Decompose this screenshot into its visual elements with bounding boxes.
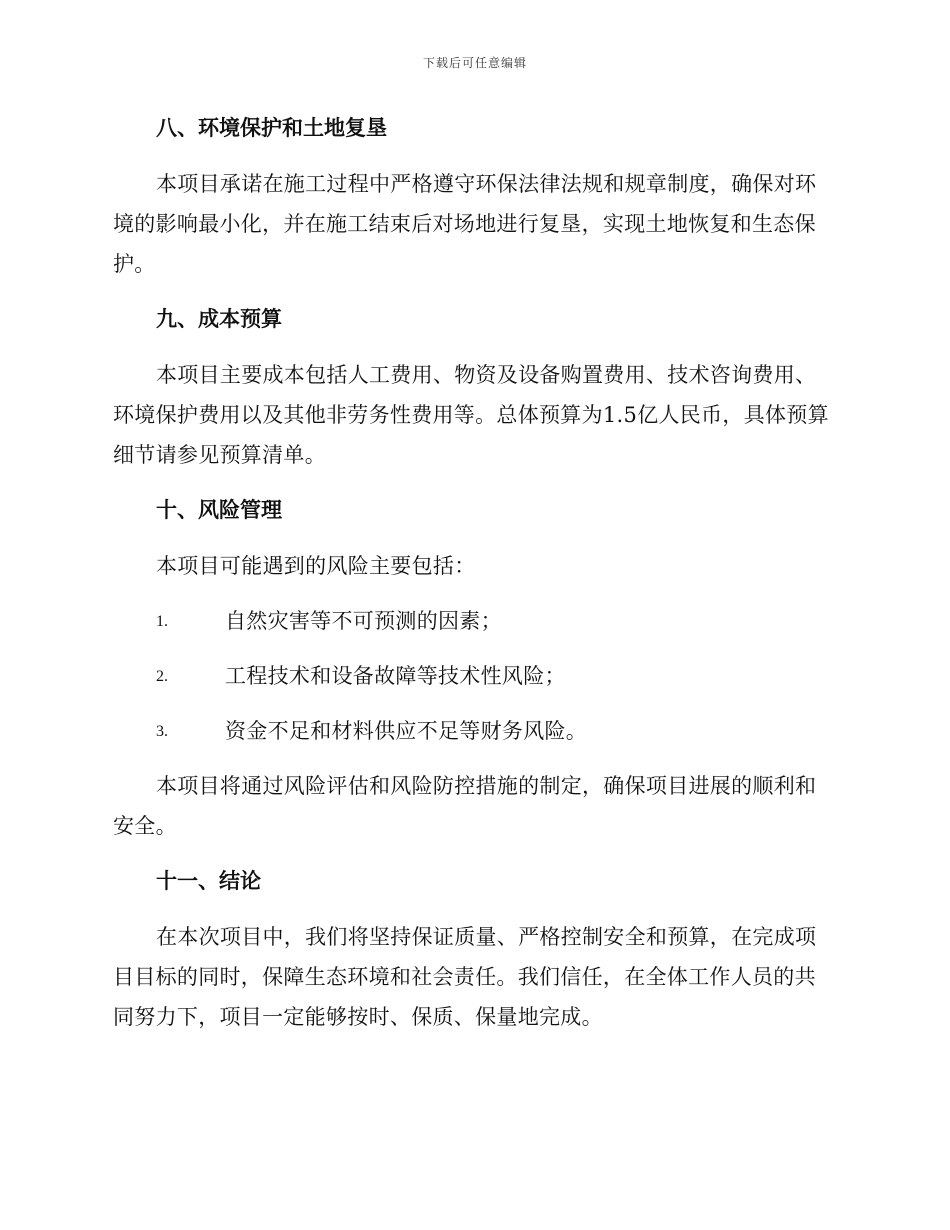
paragraph: 本项目承诺在施工过程中严格遵守环保法律法规和规章制度，确保对环境的影响最小化，并在施工结束后对场地进行复垦，实现土地恢复和生态保护。: [113, 172, 817, 276]
risk-outro: 本项目将通过风险评估和风险防控措施的制定，确保项目进展的顺利和安全。: [113, 774, 817, 838]
list-number: 1.: [156, 613, 168, 630]
section-heading: 十一、结论: [156, 869, 261, 893]
list-text: 自然灾害等不可预测的因素；: [225, 609, 502, 633]
section-conclusion: [113, 861, 833, 1037]
list-number: 2.: [156, 668, 168, 685]
list-text: 资金不足和材料供应不足等财务风险。: [225, 719, 588, 743]
paragraph: 在本次项目中，我们将坚持保证质量、严格控制安全和预算，在完成项目目标的同时，保障生态环境和社会责任。我们信任，在全体工作人员的共同努力下，项目一定能够按时、保质、保量地完成。: [113, 925, 817, 1029]
section-heading: 十、风险管理: [156, 498, 282, 522]
section-risk: [113, 490, 833, 861]
section-heading: 八、环境保护和土地复垦: [156, 116, 387, 140]
list-text: 工程技术和设备故障等技术性风险；: [225, 664, 566, 688]
section-environment: [113, 108, 833, 299]
list-item: [113, 656, 833, 696]
document-body: [113, 108, 833, 1037]
list-item: [113, 711, 833, 751]
section-heading: 九、成本预算: [156, 307, 282, 331]
list-number: 3.: [156, 723, 168, 740]
paragraph: 本项目主要成本包括人工费用、物资及设备购置费用、技术咨询费用、环境保护费用以及其他非劳务性费用等。总体预算为1.5亿人民币，具体预算细节请参见预算清单。: [113, 363, 829, 467]
risk-intro: 本项目可能遇到的风险主要包括：: [156, 554, 476, 578]
list-item: [113, 601, 833, 641]
section-budget: [113, 299, 833, 490]
header-note: 下载后可任意编辑: [422, 56, 527, 70]
